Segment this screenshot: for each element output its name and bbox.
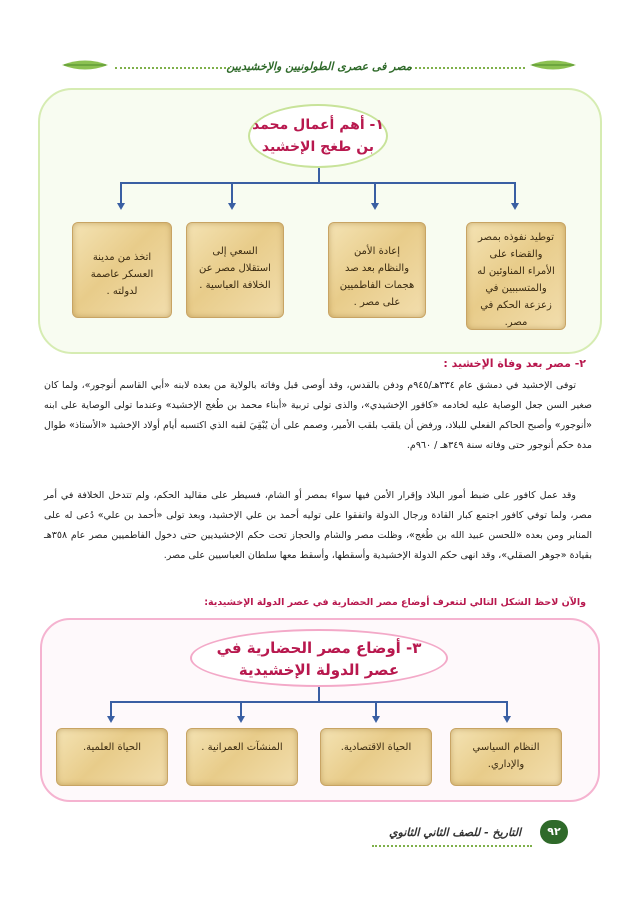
condition-box: الحياة العلمية. [56, 728, 168, 786]
paragraph-text: توفى الإخشيد في دمشق عام ٣٣٤هـ/٩٤٥م ودفن بالقدس، وقد أوصى قبل وفاته بالولاية من بعده لابنه «أبي القاسم أنوجور»، ولما كان صغير السن جعل الوصاية عليه لخادمه «كافور الإخشيدي»، والذى تولى تربية «أبناء محمد بن طُغج الإخشيد» وعندما تولى الوصاية على ابنه «أنوجور» وأصبح الحاكم الفعلي للبلاد، ورفض أن يلقب بلقب الأمير، وصمم على أن يُبْقِيَ لقبه الذي اكتسبه أيام أولاد الإخشيد «الأستاذ» طوال مدة حكم أنوجور حتى وفاته سنة ٣٤٩هـ / ٩٦٠م. [44, 380, 592, 451]
arrow-down-icon [117, 203, 125, 210]
connector-drop [374, 182, 376, 204]
section3-title-oval [190, 629, 448, 687]
connector-drop [375, 701, 377, 717]
header-title: مصر فى عصرى الطولونيين والإخشيديين [226, 60, 412, 73]
arrow-down-icon [107, 716, 115, 723]
connector-drop [514, 182, 516, 204]
arrow-down-icon [228, 203, 236, 210]
section3-title-line1: ٣- أوضاع مصر الحضارية في [216, 639, 422, 657]
footer-dotted-line [372, 845, 532, 847]
section2-title: ٢- مصر بعد وفاة الإخشيد : [443, 357, 586, 370]
work-box: إعادة الأمن والنظام بعد صد هجمات الفاطميين على مصر . [328, 222, 426, 318]
connector-bar [120, 182, 515, 184]
arrow-down-icon [511, 203, 519, 210]
section3-title-line2: عصر الدولة الإخشيدية [238, 661, 400, 679]
arrow-down-icon [237, 716, 245, 723]
condition-box: المنشآت العمرانية . [186, 728, 298, 786]
work-box: اتخذ من مدينة العسكر عاصمة لدولته . [72, 222, 172, 318]
footer-title: التاريخ - للصف الثاني الثانوي [388, 826, 522, 839]
section2-paragraph-1 [44, 376, 592, 456]
paragraph-text: وقد عمل كافور على ضبط أمور البلاد وإقرار الأمن فيها سواء بمصر أو الشام، فسيطر على مقاليد الحكم، ولم تتدخل الخلافة في أمر مصر، ولما توفي كافور اجتمع كبار القادة ورجال الدولة واتفقوا على توليه أحمد بن علي الإخشيد، وبعد تولى «أحمد بن علي» دُعى له على المنابر ومن بعده «للحسن عبيد الله بن طُغج»، وظلت مصر والشام والحجاز تحت حكم الإخشيديين حتى دخول الفاطميين مصر عام ٣٥٨هـ بقيادة «جوهر الصقلي»، وقد انهى حكم الدولة الإخشيدية وأسقطها، وأسقط معها سلطان العباسيين على مصر. [44, 490, 592, 561]
connector-bar [110, 701, 507, 703]
section1-title-line1: ١- أهم أعمال محمد [252, 117, 384, 133]
section1-title-line2: بن طغج الإخشيد [261, 139, 375, 155]
connector-trunk [318, 687, 320, 701]
connector-drop [120, 182, 122, 204]
connector-drop [231, 182, 233, 204]
connector-trunk [318, 168, 320, 182]
page-number: ٩٢ [540, 820, 568, 844]
condition-box: الحياة الاقتصادية. [320, 728, 432, 786]
work-box: السعي إلى استقلال مصر عن الخلافة العباسية . [186, 222, 284, 318]
section2-paragraph-2 [44, 486, 592, 566]
section1-title-oval [248, 104, 388, 168]
arrow-down-icon [372, 716, 380, 723]
connector-drop [506, 701, 508, 717]
work-box: توطيد نفوذه بمصر والقضاء على الأمراء المناوئين له والمتسببين في زعزعة الحكم في مصر. [466, 222, 566, 330]
arrow-down-icon [503, 716, 511, 723]
arrow-down-icon [371, 203, 379, 210]
connector-drop [240, 701, 242, 717]
condition-box: النظام السياسي والإداري. [450, 728, 562, 786]
connector-drop [110, 701, 112, 717]
figure-note: والآن لاحظ الشكل التالي لتتعرف أوضاع مصر الحضارية في عصر الدولة الإخشيدية: [204, 597, 586, 608]
